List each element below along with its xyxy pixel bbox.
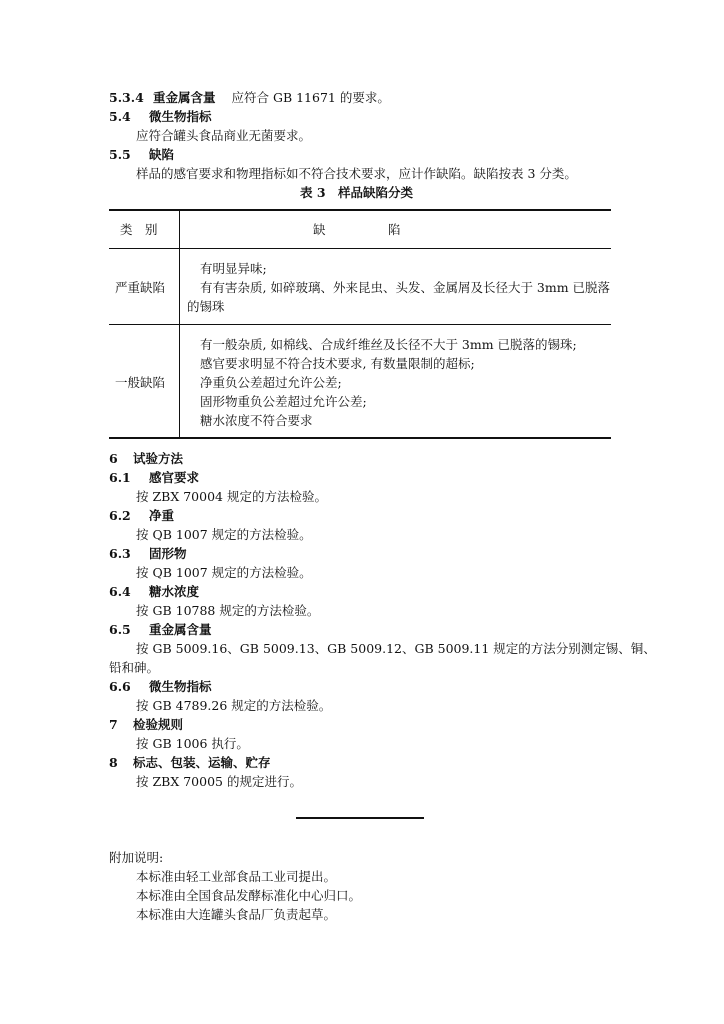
table-row-rule: [109, 324, 611, 325]
section-6-6-text: 按 GB 4789.26 规定的方法检验。: [136, 698, 332, 713]
section-title: 微生物指标: [148, 679, 212, 694]
section-number: 6.5: [109, 622, 131, 637]
section-number: 6.1: [109, 470, 131, 485]
section-title: 试验方法: [132, 451, 183, 466]
section-title: 缺陷: [148, 147, 174, 162]
end-rule: [296, 817, 424, 819]
section-title: 感官要求: [148, 470, 199, 485]
section-number: 6.3: [109, 546, 131, 561]
section-title: 检验规则: [132, 717, 183, 732]
section-6-5-text: 按 GB 5009.16、GB 5009.13、GB 5009.12、GB 5009.11 规定的方法分别测定锡、铜、: [136, 641, 656, 656]
table-header-rule: [109, 248, 611, 249]
table-top-rule: [109, 209, 611, 211]
section-title: 净重: [148, 508, 174, 523]
header-category: 类 别: [120, 222, 158, 237]
section-5-4-heading: [109, 109, 212, 125]
section-number: 6.4: [109, 584, 131, 599]
appendix-line: 本标准由全国食品发酵标准化中心归口。: [136, 888, 362, 903]
header-defect: 缺 陷: [313, 222, 401, 237]
section-5-5-heading: [109, 147, 174, 163]
section-6-3-heading: [109, 546, 187, 562]
section-number: 7: [109, 717, 118, 732]
section-title: 标志、包装、运输、贮存: [132, 755, 271, 770]
section-number: 5.5: [109, 147, 131, 162]
row-defect-line: 糖水浓度不符合要求: [200, 413, 313, 428]
row-category: 严重缺陷: [115, 280, 166, 295]
section-6-1-text: 按 ZBX 70004 规定的方法检验。: [136, 489, 327, 504]
section-6-4-heading: [109, 584, 199, 600]
section-6-2-heading: [109, 508, 174, 524]
section-6-5-heading: [109, 622, 212, 638]
section-8-heading: [109, 755, 271, 771]
section-title: 微生物指标: [148, 109, 212, 124]
section-title: 糖水浓度: [148, 584, 199, 599]
section-6-6-heading: [109, 679, 212, 695]
row-category: 一般缺陷: [115, 375, 166, 390]
appendix-line: 本标准由大连罐头食品厂负责起草。: [136, 907, 337, 922]
section-6-3-text: 按 QB 1007 规定的方法检验。: [136, 565, 312, 580]
section-number: 5.4: [109, 109, 131, 124]
section-7-heading: [109, 717, 183, 733]
section-6-2-text: 按 QB 1007 规定的方法检验。: [136, 527, 312, 542]
section-6-5-text-cont: 铅和砷。: [109, 660, 160, 675]
section-title: 重金属含量: [152, 90, 216, 105]
section-7-text: 按 GB 1006 执行。: [136, 736, 249, 751]
row-defect-line: 净重负公差超过允许公差;: [200, 375, 342, 390]
section-title: 固形物: [148, 546, 187, 561]
row-defect-line: 有一般杂质, 如棉线、合成纤维丝及长径不大于 3mm 已脱落的锡珠;: [200, 337, 577, 352]
row-defect-line: 有有害杂质, 如碎玻璃、外来昆虫、头发、金属屑及长径大于 3mm 已脱落: [200, 280, 611, 295]
section-number: 6.6: [109, 679, 131, 694]
appendix-line: 本标准由轻工业部食品工业司提出。: [136, 869, 337, 884]
section-title: 重金属含量: [148, 622, 212, 637]
table-caption: 表 3 样品缺陷分类: [300, 185, 414, 200]
section-8-text: 按 ZBX 70005 的规定进行。: [136, 774, 302, 789]
row-defect-line: 固形物重负公差超过允许公差;: [200, 394, 367, 409]
section-text: 应符合 GB 11671 的要求。: [231, 90, 390, 105]
row-defect-line: 感官要求明显不符合技术要求, 有数量限制的超标;: [200, 356, 475, 371]
section-number: 6.2: [109, 508, 131, 523]
section-6-heading: [109, 451, 183, 467]
section-number: 5.3.4: [109, 90, 144, 105]
row-defect-line: 有明显异味;: [200, 261, 267, 276]
section-6-1-heading: [109, 470, 199, 486]
section-5-3-4: [109, 90, 390, 106]
section-number: 6: [109, 451, 118, 466]
section-5-5-text: 样品的感官要求和物理指标如不符合技术要求，应计作缺陷。缺陷按表 3 分类。: [136, 166, 577, 181]
section-5-4-text: 应符合罐头食品商业无菌要求。: [136, 128, 312, 143]
row-defect-line: 的锡珠: [187, 299, 225, 314]
table-bottom-rule: [109, 437, 611, 439]
section-6-4-text: 按 GB 10788 规定的方法检验。: [136, 603, 320, 618]
table-column-separator: [179, 211, 180, 437]
section-number: 8: [109, 755, 118, 770]
appendix-title: 附加说明:: [109, 850, 164, 865]
